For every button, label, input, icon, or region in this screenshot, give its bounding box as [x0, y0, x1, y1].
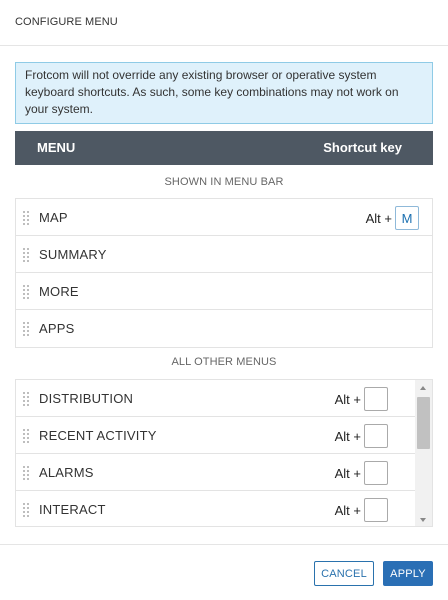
dialog-title: CONFIGURE MENU — [15, 16, 118, 28]
menu-item-label: APPS — [39, 321, 75, 336]
dialog-header — [0, 0, 448, 46]
drag-handle-icon[interactable] — [22, 465, 30, 481]
shortcut-group — [335, 498, 388, 522]
list-item[interactable] — [16, 199, 432, 236]
dialog-footer — [0, 544, 448, 600]
menu-bar-list — [15, 198, 433, 348]
shortcut-group — [335, 387, 388, 411]
list-item[interactable] — [16, 236, 432, 273]
scrollbar-thumb[interactable] — [417, 397, 430, 449]
scroll-up-arrow-icon[interactable] — [420, 386, 426, 390]
menu-item-label: INTERACT — [39, 502, 106, 517]
shortcut-group — [366, 206, 419, 230]
menu-item-label: MAP — [39, 210, 68, 225]
section-label-menu-bar: SHOWN IN MENU BAR — [164, 176, 284, 188]
shortcut-key-input-recent-activity[interactable] — [364, 424, 388, 448]
table-header — [15, 131, 433, 165]
shortcut-group — [335, 461, 388, 485]
shortcut-group — [335, 424, 388, 448]
menu-item-label: RECENT ACTIVITY — [39, 428, 157, 443]
column-header-menu: MENU — [37, 140, 76, 155]
modifier-label: Alt + — [334, 391, 361, 407]
shortcut-key-input-distribution[interactable] — [364, 387, 388, 411]
drag-handle-icon[interactable] — [22, 428, 30, 444]
shortcut-key-input-map[interactable] — [395, 206, 419, 230]
shortcut-key-input-interact[interactable] — [364, 498, 388, 522]
cancel-button[interactable]: CANCEL — [314, 561, 374, 586]
list-item[interactable] — [16, 380, 432, 417]
menu-item-label: DISTRIBUTION — [39, 391, 134, 406]
menu-item-label: MORE — [39, 284, 79, 299]
drag-handle-icon[interactable] — [22, 502, 30, 518]
modifier-label: Alt + — [365, 210, 392, 226]
drag-handle-icon[interactable] — [22, 210, 30, 226]
list-item[interactable] — [16, 273, 432, 310]
scrollbar[interactable] — [415, 380, 432, 527]
column-header-shortcut: Shortcut key — [323, 140, 402, 155]
drag-handle-icon[interactable] — [22, 391, 30, 407]
drag-handle-icon[interactable] — [22, 321, 30, 337]
shortcut-key-input-alarms[interactable] — [364, 461, 388, 485]
menu-item-label: SUMMARY — [39, 247, 107, 262]
info-notice: Frotcom will not override any existing browser or operative system keyboard shortcuts. As such, some key combinations may not work on your system. — [15, 62, 433, 124]
list-item[interactable] — [16, 491, 432, 527]
scroll-down-arrow-icon[interactable] — [420, 518, 426, 522]
drag-handle-icon[interactable] — [22, 247, 30, 263]
modifier-label: Alt + — [334, 502, 361, 518]
apply-button[interactable]: APPLY — [383, 561, 433, 586]
modifier-label: Alt + — [334, 428, 361, 444]
list-item[interactable] — [16, 417, 432, 454]
other-menus-list — [15, 379, 433, 527]
modifier-label: Alt + — [334, 465, 361, 481]
list-item[interactable] — [16, 310, 432, 347]
drag-handle-icon[interactable] — [22, 284, 30, 300]
section-label-other-menus: ALL OTHER MENUS — [171, 356, 277, 368]
menu-item-label: ALARMS — [39, 465, 94, 480]
list-item[interactable] — [16, 454, 432, 491]
